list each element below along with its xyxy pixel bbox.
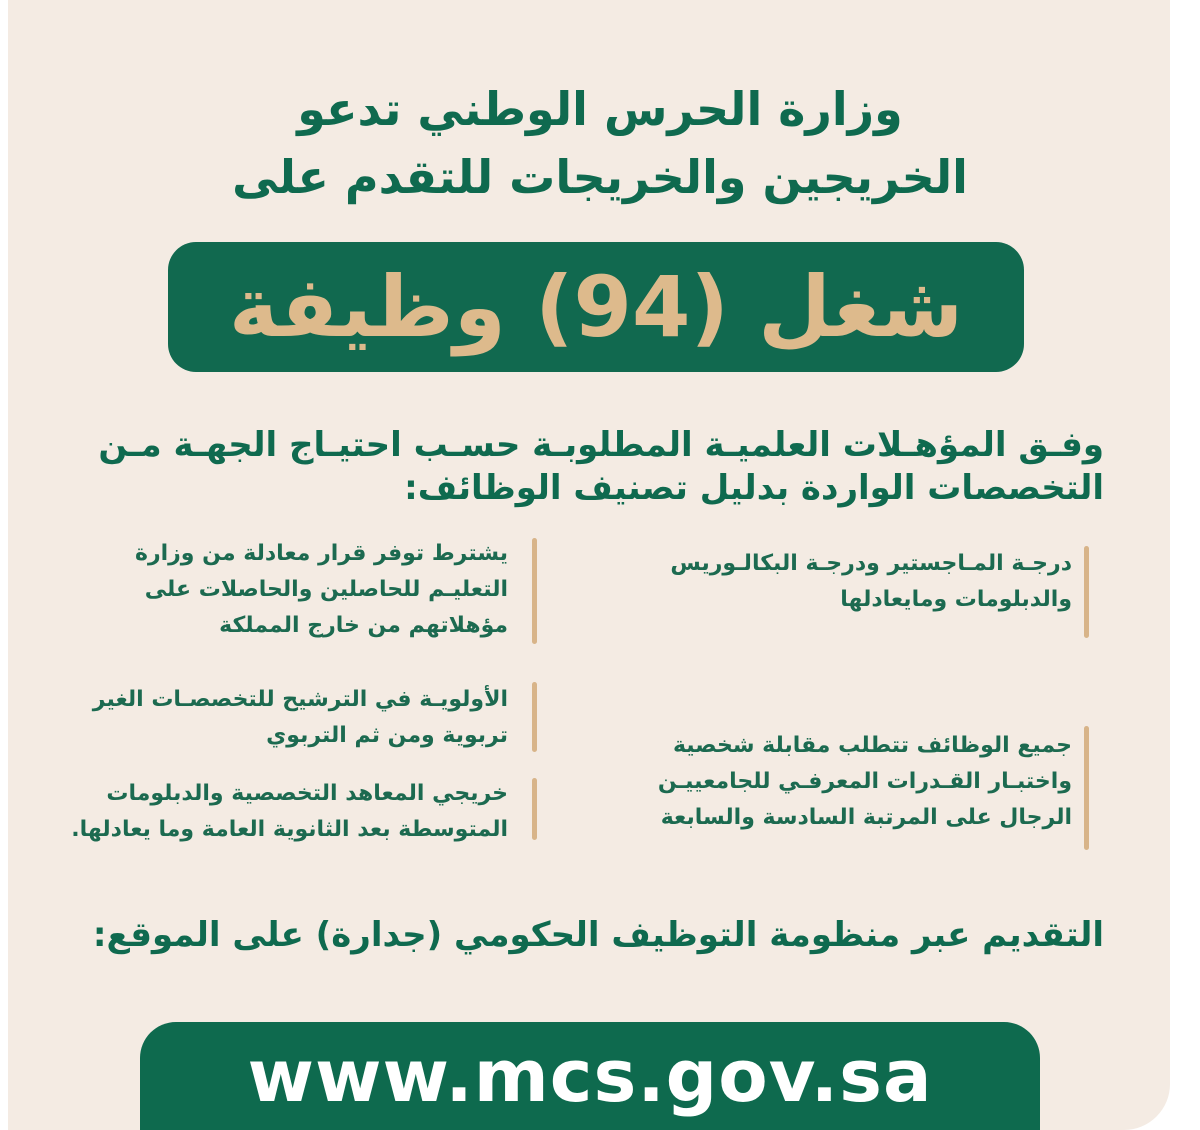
intro-line-1: وفـق المؤهـلات العلميـة المطلوبـة حسـب احتيـاج الجهـة مـن — [98, 425, 1104, 465]
jobs-banner-text: شغل (94) وظيفة — [228, 258, 964, 356]
website-link[interactable]: www.mcs.gov.sa — [247, 1034, 933, 1118]
bullet-bar — [1084, 546, 1089, 638]
bullet-bar — [1084, 726, 1089, 850]
header-line-1: وزارة الحرس الوطني تدعو — [297, 82, 903, 136]
requirement-degree: درجـة المـاجستير ودرجـة البكالـوريس والدبلومات ومايعادلها — [670, 551, 1072, 612]
bullet-bar — [532, 538, 537, 644]
bullet-bar — [532, 682, 537, 752]
intro-line-2: التخصصات الواردة بدليل تصنيف الوظائف: — [404, 468, 1104, 508]
requirement-institutes: خريجي المعاهد التخصصية والدبلومات المتوسطة بعد الثانوية العامة وما يعادلها. — [71, 781, 508, 842]
jobs-banner — [168, 242, 1024, 372]
requirement-interview: جميع الوظائف تتطلب مقابلة شخصية واختبـار القـدرات المعرفـي للجامعييـن الرجال على المرتبة السادسة والسابعة — [657, 733, 1072, 830]
header-line-2: الخريجين والخريجات للتقدم على — [232, 150, 968, 204]
requirement-equivalency: يشترط توفر قرار معادلة من وزارة التعليـم للحاصلين والحاصلات على مؤهلاتهم من خارج المملكة — [134, 541, 508, 638]
bullet-bar — [532, 778, 537, 840]
apply-instructions: التقديم عبر منظومة التوظيف الحكومي (جدارة) على الموقع: — [92, 915, 1104, 955]
requirement-priority: الأولويـة في الترشيح للتخصصـات الغير تربوية ومن ثم التربوي — [92, 687, 508, 748]
website-banner — [140, 1022, 1040, 1130]
